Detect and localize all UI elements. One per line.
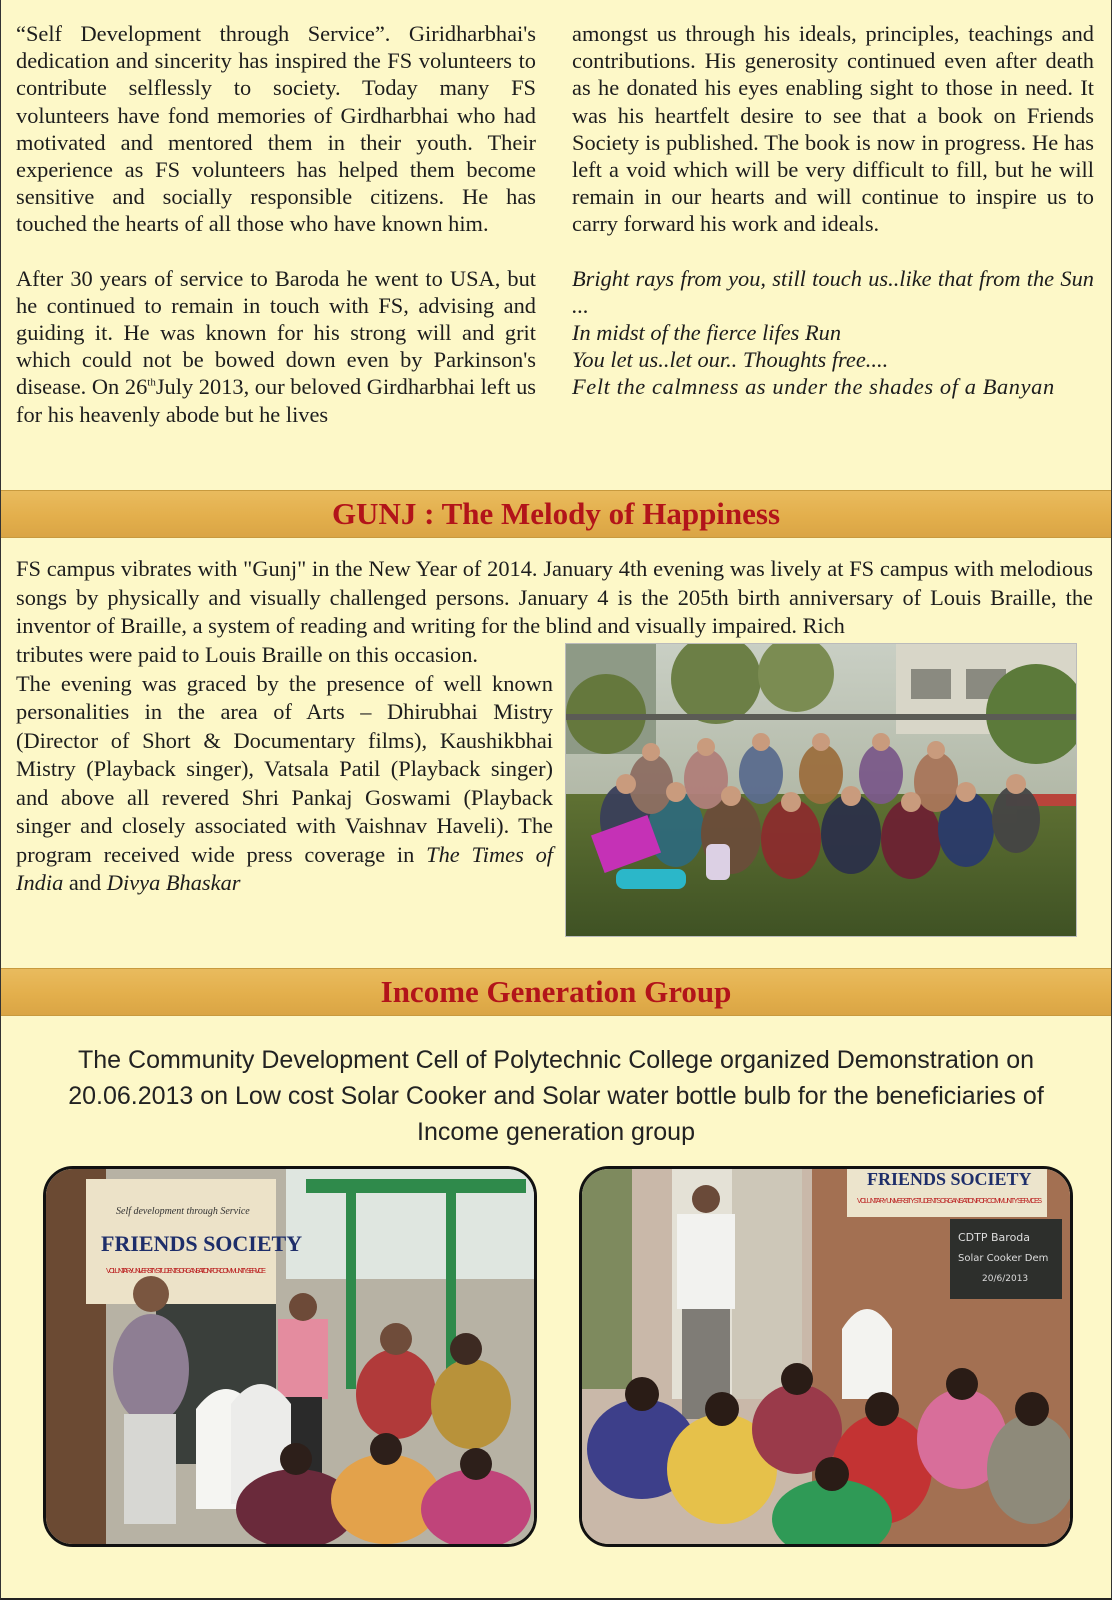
income-photo-2-illustration	[582, 1169, 1070, 1544]
chalkboard-line-3: 20/6/2013	[982, 1274, 1029, 1284]
newspaper-times-of-india: The Times of India	[16, 841, 553, 895]
gunj-body-main: The evening was graced by the presence of well known personalities in the area of Arts – Dhirubhai Mistry (Director of Short & Documentary films), Kaushikbhai Mistry (Playback singer), Vatsala Patil (Playback singer) and above all revered Shri Pankaj Goswami (Playback singer and closely associated with Vaishnav Haveli). The program received wide press coverage in	[16, 670, 553, 867]
section-header-gunj	[1, 490, 1111, 538]
newspaper-divya-bhaskar: Divya Bhaskar	[106, 870, 241, 895]
section-title-gunj: GUNJ : The Melody of Happiness	[331, 496, 781, 531]
banner-1-subtitle: VOLUNTARY UNIVERSITY STUDENTS ORGANISATION FOR COMMUNITY SERVICE	[106, 1266, 266, 1275]
gunj-intro-text: FS campus vibrates with "Gunj" in the New Year of 2014. January 4th evening was lively at FS campus with melodious songs by physically and visually challenged persons. January 4 is the 205th birth anniversary of Louis Braille, the inventor of Braille, a system of reading and writing for the blind and visually impaired. Rich	[16, 556, 1093, 638]
chalkboard-line-2: Solar Cooker Dem	[958, 1253, 1049, 1264]
poem-line-4: Felt the calmness as under the shades of a Banyan	[572, 374, 1055, 400]
gunj-group-photo	[565, 643, 1077, 937]
gunj-and: and	[63, 870, 107, 895]
gunj-intro-end: tributes were paid to Louis Braille on this occasion.	[16, 642, 479, 667]
paragraph-usa-text-b: July 2013, our beloved Girdharbhai left us for his heavenly abode but he lives	[16, 374, 536, 427]
section-title-income: Income Generation Group	[380, 974, 732, 1009]
poem-line-1: Bright rays from you, still touch us..like that from the Sun ...	[572, 265, 1094, 318]
poem-line-3: You let us..let our.. Thoughts free....	[572, 347, 889, 373]
superscript-th: th	[147, 376, 156, 389]
chalkboard-line-1: CDTP Baroda	[958, 1231, 1031, 1244]
gunj-body-text	[16, 670, 553, 898]
article-column-left	[16, 20, 536, 428]
banner-2-subtitle: VOLUNTARY UNIVERSITY STUDENTS ORGANISATION FOR COMMUNITY SERVICES	[857, 1198, 1042, 1205]
section-header-income	[1, 968, 1111, 1016]
income-caption: The Community Development Cell of Polytechnic College organized Demonstration on 20.06.2013 on Low cost Solar Cooker and Solar water bottle bulb for the beneficiaries of Income generation group	[68, 1046, 1044, 1146]
banner-1-title: FRIENDS SOCIETY	[101, 1231, 303, 1256]
income-photo-audience	[579, 1166, 1073, 1547]
gunj-body	[16, 642, 553, 898]
banner-2-title: FRIENDS SOCIETY	[867, 1169, 1032, 1189]
gunj-photo-illustration	[566, 644, 1076, 936]
article-column-right	[572, 20, 1094, 401]
gunj-intro	[16, 555, 1093, 641]
paragraph-legacy: amongst us through his ideals, principles, teachings and contributions. His generosity continued even after death as he donated his eyes enabling sight to those in need. It was his heartfelt desire to see that a book on Friends Society is published. The book is now in progress. He has left a void which will be very difficult to fill, but he will remain in our hearts and will continue to inspire us to carry forward his work and ideals.	[572, 21, 1094, 237]
income-photo-1-illustration	[46, 1169, 534, 1544]
paragraph-usa-text-a: After 30 years of service to Baroda he went to USA, but he continued to remain in touch with FS, advising and guiding it. He was known for his strong will and grit which could not be bowed down even by Parkinson's disease. On 26	[16, 265, 536, 400]
paragraph-usa	[16, 265, 536, 428]
income-photo-demonstration	[43, 1166, 537, 1547]
poem-line-2: In midst of the fierce lifes Run	[572, 320, 842, 346]
paragraph-tribute: “Self Development through Service”. Giridharbhai's dedication and sincerity has inspired the FS volunteers to contribute selflessly to society. Today many FS volunteers have fond memories of Girdharbhai who had motivated and mentored them in their youth. Their experience as FS volunteers has helped them become sensitive and socially responsible citizens. He has touched the hearts of all those who have known him.	[16, 21, 536, 237]
banner-1-slogan: Self development through Service	[116, 1206, 250, 1217]
